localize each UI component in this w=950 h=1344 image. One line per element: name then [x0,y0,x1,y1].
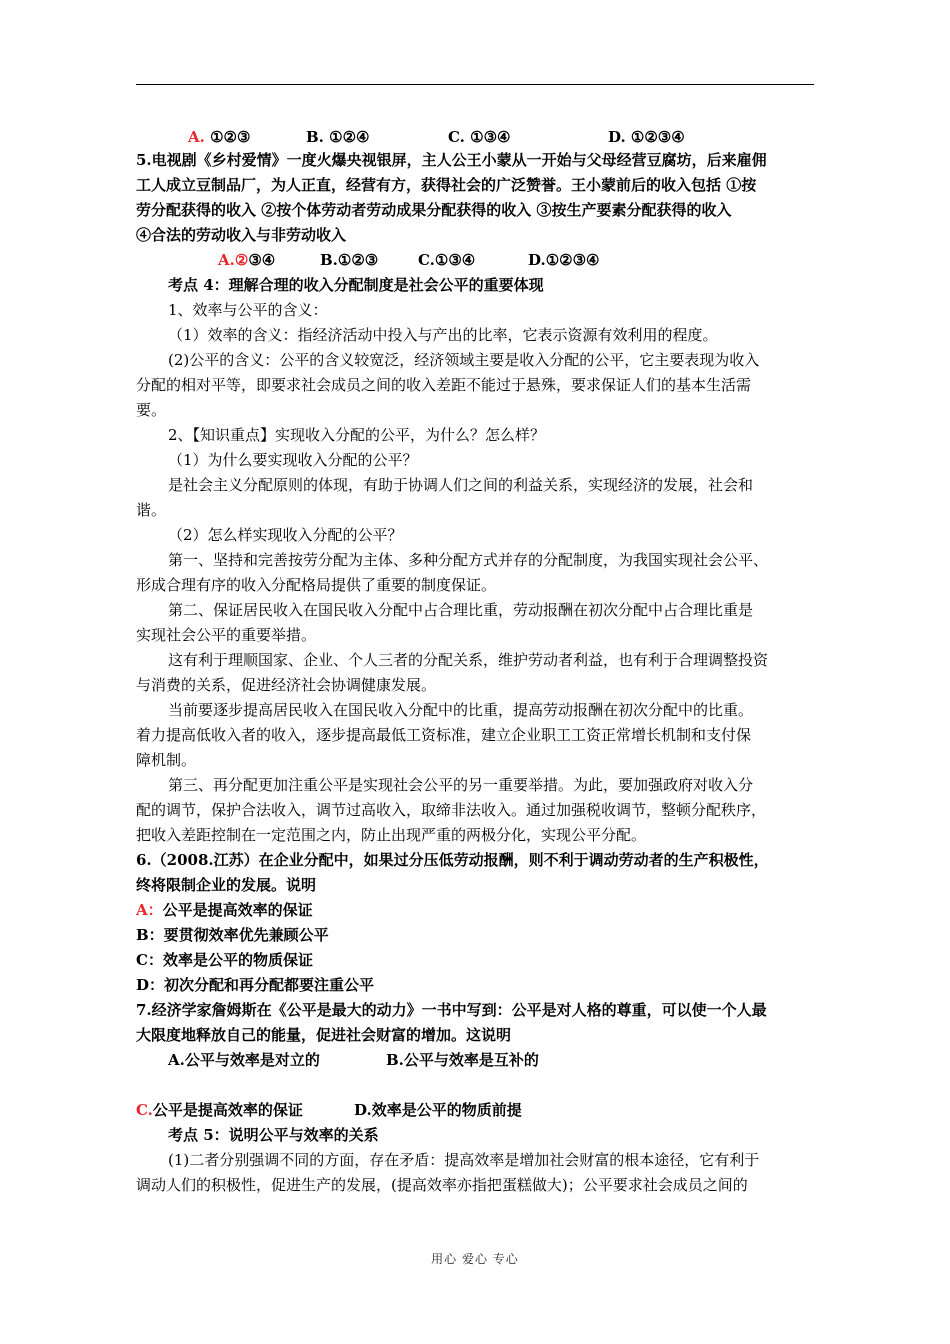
k4-line: 形成合理有序的收入分配格局提供了重要的制度保证。 [136,576,497,594]
k4-line: （1）为什么要实现收入分配的公平？ [168,451,418,469]
k4-line: 着力提高低收入者的收入，逐步提高最低工资标准，建立企业职工工资正常增长机制和支付保 [136,726,752,744]
correct-answer-marker: A. [188,128,205,146]
q5-line-2: 工人成立豆制品厂，为人正直，经营有方，获得社会的广泛赞誉。王小蒙前后的收入包括 ①按 [136,176,757,194]
q7-line-1: 7.经济学家詹姆斯在《公平是最大的动力》一书中写到：公平是对人格的尊重，可以使一个人最 [136,1001,767,1019]
q7-option-c: C.公平是提高效率的保证 [136,1101,303,1119]
q7-line-2: 大限度地释放自己的能量，促进社会财富的增加。这说明 [136,1026,512,1044]
page-footer: 用心 爱心 专心 [431,1252,519,1266]
q4-option-a: A. ①②③ [188,128,251,146]
k5-line: 调动人们的积极性，促进生产的发展，(提高效率亦指把蛋糕做大)；公平要求社会成员之间的 [136,1176,748,1194]
k4-line: 是社会主义分配原则的体现，有助于协调人们之间的利益关系，实现经济的发展，社会和 [168,476,754,494]
k4-line: 第二、保证居民收入在国民收入分配中占合理比重，劳动报酬在初次分配中占合理比重是 [168,601,754,619]
q6-line-1: 6.（2008.江苏）在企业分配中，如果过分压低劳动报酬，则不利于调动劳动者的生产积极性， [136,851,769,869]
q4-option-c: C. ①③④ [448,128,511,146]
q5-line-3: 劳分配获得的收入 ②按个体劳动者劳动成果分配获得的收入 ③按生产要素分配获得的收入 [136,201,732,219]
k4-line: （2）怎么样实现收入分配的公平？ [168,526,403,544]
correct-answer-marker: A： [136,901,163,919]
k4-line: 分配的相对平等，即要求社会成员之间的收入差距不能过于悬殊，要求保证人们的基本生活需 [136,376,752,394]
k4-line: 实现社会公平的重要举措。 [136,626,317,644]
q5-line-4: ④合法的劳动收入与非劳动收入 [136,226,347,244]
k4-line: (2)公平的含义：公平的含义较宽泛，经济领域主要是收入分配的公平，它主要表现为收入 [168,351,760,369]
q5-line-1: 5.电视剧《乡村爱情》一度火爆央视银屏，主人公王小蒙从一开始与父母经营豆腐坊，后来雇佣 [136,151,767,169]
correct-answer-marker: A.② [218,251,249,269]
q6-option-b: B：要贯彻效率优先兼顾公平 [136,926,329,944]
k4-line: 谐。 [136,501,167,519]
q5-option-c: C.①③④ [418,251,476,269]
k4-line: 与消费的关系，促进经济社会协调健康发展。 [136,676,437,694]
k4-line: 1、效率与公平的含义： [168,301,328,319]
q4-option-b: B. ①②④ [306,128,370,146]
q7-option-d: D.效率是公平的物质前提 [354,1101,522,1119]
section-title-kaodian4: 考点 4：理解合理的收入分配制度是社会公平的重要体现 [168,276,544,294]
k4-line: 2、【知识重点】实现收入分配的公平，为什么？怎么样？ [168,426,546,444]
k4-line: （1）效率的含义：指经济活动中投入与产出的比率，它表示资源有效利用的程度。 [168,326,718,344]
q6-line-2: 终将限制企业的发展。说明 [136,876,317,894]
k4-line: 第一、坚持和完善按劳分配为主体、多种分配方式并存的分配制度，为我国实现社会公平、 [168,551,769,569]
k4-line: 第三、再分配更加注重公平是实现社会公平的另一重要举措。为此，要加强政府对收入分 [168,776,754,794]
q5-option-d: D.①②③④ [528,251,600,269]
k4-line: 障机制。 [136,751,197,769]
k4-line: 这有利于理顺国家、企业、个人三者的分配关系，维护劳动者利益，也有利于合理调整投资 [168,651,769,669]
q6-option-c: C：效率是公平的物质保证 [136,951,313,969]
k4-line: 把收入差距控制在一定范围之内，防止出现严重的两极分化，实现公平分配。 [136,826,647,844]
correct-answer-marker: C. [136,1101,153,1119]
k4-line: 配的调节，保护合法收入，调节过高收入，取缔非法收入。通过加强税收调节，整顿分配秩序， [136,801,767,819]
q7-option-a: A.公平与效率是对立的 [168,1051,320,1069]
q4-option-d: D. ①②③④ [608,128,685,146]
k5-line: (1)二者分别强调不同的方面，存在矛盾：提高效率是增加社会财富的根本途径，它有利于 [168,1151,760,1169]
q7-option-b: B.公平与效率是互补的 [386,1051,539,1069]
q6-option-a: A：公平是提高效率的保证 [136,901,313,919]
q5-option-b: B.①②③ [320,251,379,269]
k4-line: 要。 [136,401,167,419]
q6-option-d: D：初次分配和再分配都要注重公平 [136,976,375,994]
section-title-kaodian5: 考点 5：说明公平与效率的关系 [168,1126,379,1144]
q5-option-a: A.②③④ [218,251,276,269]
k4-line: 当前要逐步提高居民收入在国民收入分配中的比重，提高劳动报酬在初次分配中的比重。 [168,701,754,719]
header-rule [136,84,814,85]
